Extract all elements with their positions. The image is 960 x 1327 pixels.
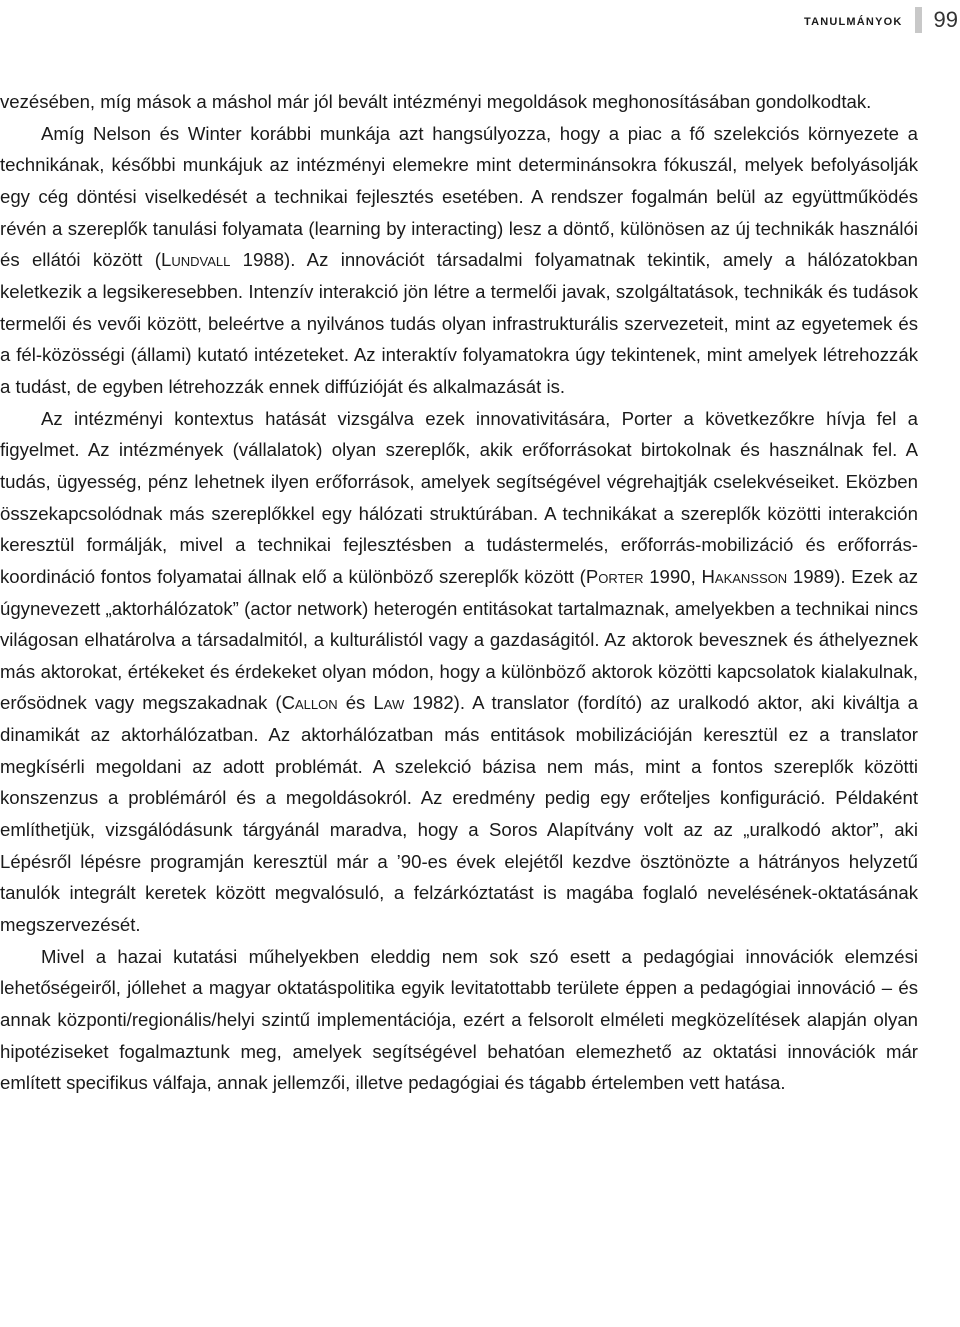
paragraph-2 xyxy=(0,118,918,403)
header-divider xyxy=(915,7,922,33)
citation-author: Callon xyxy=(281,692,338,714)
citation-author: Porter xyxy=(585,565,644,587)
text-run: 1988). Az innovációt társadalmi folyamatnak tekintik, amely a hálózatokban keletkezik a legsikeresebben. Intenzív interakció jön létre a termelői javak, szolgáltatások, technikák és tudások termelői és vevői között, beleértve a nyilvános tudás olyan infrastrukturális szervezeteit, mint az egyetemek és a fél-közösségi (állami) kutató intézeteket. Az interaktív folyamatokra úgy tekintenek, mint amelyek létrehozzák a tudást, de egyben létrehozzák ennek diffúzióját és alkalmazását is. xyxy=(0,249,918,397)
text-run: vezésében, míg mások a máshol már jól bevált intézményi megoldások meghonosításában gondolkodtak. xyxy=(0,91,872,112)
text-run: 1989). Ezek az úgynevezett „aktorhálózatok” (actor network) heterogén entitásokat tartalmaznak, amelyekben a technikai nincs világosan elhatárolva a társadalmitól, a kulturálistól vagy a gazdaságitól. Az aktorok bevesznek és áthelyeznek más aktorokat, értékeket és érdekeket olyan módon, hogy a különböző aktorok közötti kapcsolatok kialakulnak, erősödnek vagy megszakadnak ( xyxy=(0,565,918,714)
running-head xyxy=(804,6,960,34)
citation-author: Hakansson xyxy=(701,565,788,587)
paragraph-1 xyxy=(0,86,918,118)
paragraph-3 xyxy=(0,403,918,941)
text-run: 1990, xyxy=(643,565,702,587)
text-run: Mivel a hazai kutatási műhelyekben eleddig nem sok szó esett a pedagógiai innovációk elemzési lehetőségeiről, jóllehet a magyar oktatáspolitika egyik levitatottabb területe éppen a pedagógiai innováció – és annak központi/regionális/helyi szintű implementációja, ezért a felsorolt elméleti megközelítések alapján olyan hipotéziseket fogalmaztunk meg, amelyek segítségével behatóan elemezhető az oktatási innovációk már említett specifikus válfaja, annak jellemzői, illetve pedagógiai és tágabb értelemben vett hatása. xyxy=(0,945,918,1094)
section-label: tanulmányok xyxy=(803,11,903,29)
text-run: Az intézményi kontextus hatását vizsgálva ezek innovativitására, Porter a következőkre hívja fel a figyelmet. Az intézmények (vállalatok) olyan szereplők, akik erőforrásokat birtokolnak és használnak fel. A tudás, ügyesség, pénz lehetnek ilyen erőforrások, amelyek segítségével végrehajtják cselekvéseiket. Eközben összekapcsolódnak más szereplőkkel egy hálózati struktúrában. A technikákat a szereplők közötti interakción keresztül formálják, mivel a technikai fejlesztésben a tudástermelés, erőforrás-mobilizáció és erőforrás-koordináció fontos folyamatai állnak elő a különböző szereplők között ( xyxy=(0,407,918,587)
paragraph-4 xyxy=(0,941,918,1099)
citation-author: Law xyxy=(373,692,405,714)
text-run: Amíg Nelson és Winter korábbi munkája azt hangsúlyozza, hogy a piac a fő szelekciós környezete a technikának, későbbi munkájuk az intézményi elemekre mint determinánsokra fókuszál, melyek befolyásolják egy cég döntési viselkedését a technikai fejlesztés esetében. A rendszer fogalmán belül az együttműködés révén a szereplők tanulási folyamata (learning by interacting) lesz a döntő, különösen az új technikák használói és ellátói között ( xyxy=(0,122,918,271)
page-number: 99 xyxy=(933,7,958,32)
text-run: és xyxy=(337,692,374,714)
citation-author: Lundvall xyxy=(161,249,231,271)
article-body xyxy=(0,86,918,1099)
text-run: 1982). A translator (fordító) az uralkodó aktor, aki kiváltja a dinamikát az aktorhálózatban. Az aktorhálózatban más entitások mobilizációján keresztül ez a translator megkísérli megoldani az adott problémát. A szelekció bázisa nem más, mint a fontos szereplők közötti konszenzus a problémáról és a megoldásokról. Az eredmény pedig egy erőteljes konfiguráció. Példaként említhetjük, vizsgálódásunk tárgyánál maradva, hogy a Soros Alapítvány volt az az „uralkodó aktor”, aki Lépésről lépésre programján keresztül már a ’90-es évek elejétől kezdve ösztönözte a hátrányos helyzetű tanulók integrált keretek között megvalósuló, a felzárkóztatást is magába foglaló nevelésének-oktatásának megszervezését. xyxy=(0,692,918,936)
